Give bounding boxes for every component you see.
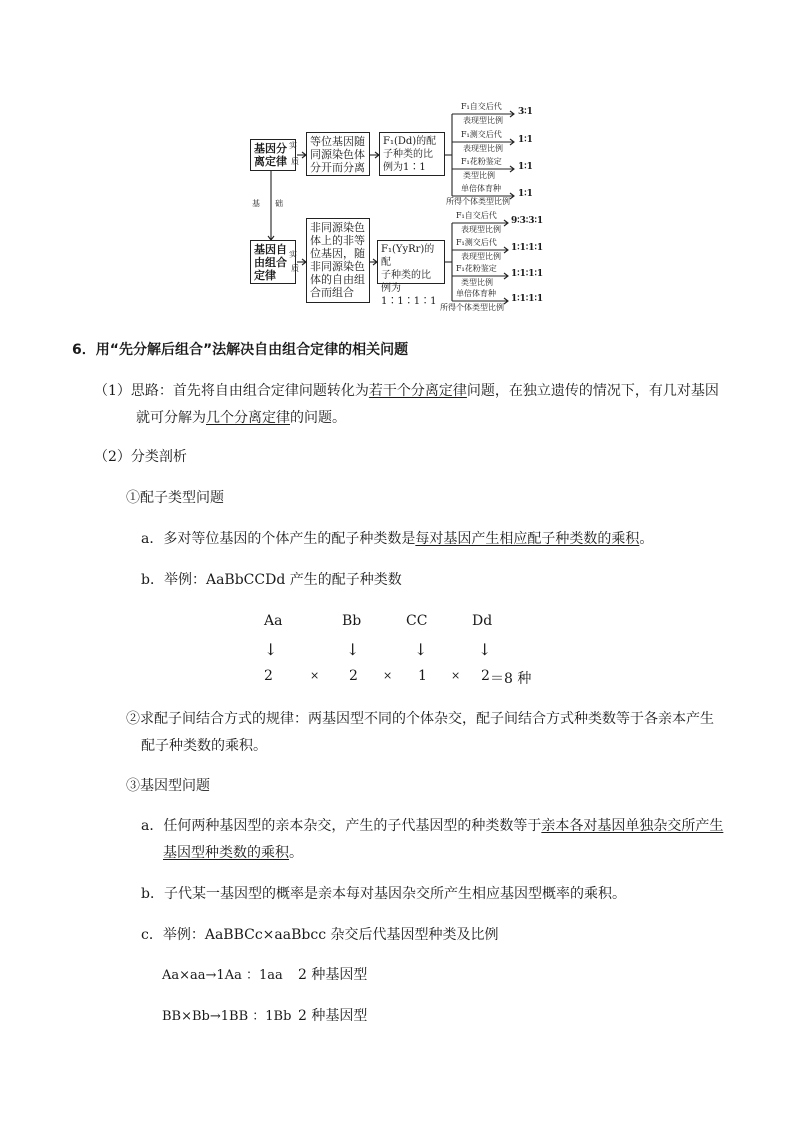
branch-ratio: 1∶1 (518, 189, 533, 199)
essence-label: 实 (289, 141, 297, 150)
branch-ratio: 9∶3∶3∶1 (511, 216, 544, 226)
underlined-key-term: 若干个分离定律 (368, 383, 467, 399)
mechanism-line: 非同源染色 (310, 221, 365, 234)
combination-rule-line2: 配子种类数的乘积。 (141, 738, 267, 754)
gamete-example-title: b．举例：AaBbCCDd 产生的配子种类数 (141, 572, 402, 588)
branch-ratio: 1∶1 (518, 135, 533, 145)
times-sign: × (310, 669, 320, 682)
law-line: 由组合 (254, 256, 287, 269)
branch-ratio: 1∶1∶1∶1 (511, 294, 544, 304)
branch-label: 类型比例 (461, 278, 493, 287)
gamete-line: F₁(YyRr)的配 (381, 244, 435, 268)
law-line: 离定律 (254, 155, 287, 168)
genotype-example-title: c．举例：AaBBCc×aaBbcc 杂交后代基因型种类及比例 (141, 927, 499, 943)
text: 。 (639, 531, 654, 547)
section-heading: 6．用“先分解后组合”法解决自由组合定律的相关问题 (72, 342, 409, 358)
law-line: 基因分 (254, 142, 287, 155)
text: a．多对等位基因的个体产生的配子种类数是 (141, 531, 416, 547)
classification-heading: （2）分类剖析 (94, 449, 187, 465)
gamete-count: 1 (418, 668, 427, 684)
basis-label: 础 (275, 199, 283, 208)
branch-ratio: 1∶1∶1∶1 (511, 243, 544, 253)
branch-label: 表现型比例 (461, 225, 501, 234)
times-sign: × (383, 669, 393, 682)
combination-rule-line1: ②求配子间结合方式的规律：两基因型不同的个体杂交，配子间结合方式种类数等于各亲本产生 (126, 711, 714, 727)
text: 就可分解为 (136, 410, 206, 426)
branch-label: 单倍体育种 (456, 289, 496, 298)
underlined-key-term: 每对基因产生相应配子种类数的乘积 (415, 531, 640, 547)
mechanism-line: 分开而分离 (310, 161, 365, 174)
branch-label: F₁测交后代 (456, 238, 497, 247)
text: 。 (289, 845, 303, 861)
branch-label: 类型比例 (463, 171, 495, 180)
down-arrow-icon: ↓ (264, 640, 278, 659)
underlined-key-term: 基因型种类数的乘积 (163, 845, 289, 861)
branch-label: 表现型比例 (461, 252, 501, 261)
gamete-line: F₁(Dd)的配 (383, 136, 437, 147)
gamete-line: 子种类的比 (381, 270, 431, 281)
thinking-paragraph-line1 (94, 380, 719, 400)
gamete-type-heading: ①配子类型问题 (126, 490, 224, 506)
gamete-count: 2 (349, 668, 358, 684)
branch-label: F₁自交后代 (461, 102, 502, 111)
gene-pair: Dd (472, 613, 493, 629)
branch-ratio: 3∶1 (518, 107, 533, 117)
times-sign: × (451, 669, 461, 682)
mechanism-line: 同源染色体 (310, 148, 365, 161)
down-arrow-icon: ↓ (414, 640, 428, 659)
gamete-line: 例为1∶1∶1∶1 (381, 283, 437, 307)
example-result: ＝8 种 (490, 671, 532, 687)
genotype-rule-a-line1 (141, 815, 723, 835)
text: （1）思路：首先将自由组合定律问题转化为 (94, 383, 369, 399)
essence-label: 质 (291, 157, 299, 166)
gamete-line: 例为1∶1 (383, 162, 426, 173)
mechanism-line: 位基因，随 (310, 247, 365, 260)
gene-pair: Aa (264, 613, 283, 629)
law-line: 基因自 (254, 243, 287, 256)
basis-label: 基 (252, 199, 260, 208)
independent-assortment-law-box (250, 240, 296, 284)
thinking-paragraph-line2 (136, 407, 346, 427)
cross-example-2: BB×Bb→1BB ：1Bb (162, 1009, 292, 1024)
gene-pair: Bb (342, 613, 362, 629)
essence-label: 实 (289, 250, 297, 259)
gamete-rule-paragraph (141, 528, 653, 548)
branch-ratio: 1∶1∶1∶1 (511, 269, 544, 279)
branch-label: F₁自交后代 (456, 211, 497, 220)
text: 问题，在独立遗传的情况下，有几对基因 (466, 383, 719, 399)
essence-label: 质 (291, 264, 299, 273)
branch-label: F₁测交后代 (461, 130, 502, 139)
branch-label: F₁花粉鉴定 (461, 157, 502, 166)
down-arrow-icon: ↓ (478, 640, 492, 659)
branch-label: 表现型比例 (463, 144, 503, 153)
branch-label: F₁花粉鉴定 (456, 264, 497, 273)
assortment-mechanism-box (306, 218, 370, 303)
genotype-rule-b: b．子代某一基因型的概率是亲本每对基因杂交所产生相应基因型概率的乘积。 (141, 886, 626, 902)
cross-example-1-result: 2 种基因型 (298, 967, 368, 983)
branch-label: 表现型比例 (463, 116, 503, 125)
text: a．任何两种基因型的亲本杂交，产生的子代基因型的种类数等于 (141, 818, 542, 834)
gamete-line: 子种类的比 (383, 149, 433, 160)
underlined-key-term: 亲本各对基因单独杂交所产生 (541, 818, 724, 834)
mechanism-line: 体上的非等 (310, 234, 365, 247)
gene-pair: CC (406, 613, 428, 629)
cross-example-2-result: 2 种基因型 (298, 1008, 368, 1024)
genotype-rule-a-line2 (163, 842, 303, 862)
assortment-gamete-box (377, 240, 445, 307)
mechanism-line: 合而组合 (310, 286, 354, 299)
gamete-count: 2 (264, 668, 273, 684)
mechanism-line: 非同源染色 (310, 260, 365, 273)
text: 的问题。 (290, 410, 346, 426)
mechanism-line: 体的自由组 (310, 273, 365, 286)
segregation-gamete-box (379, 132, 445, 176)
law-line: 定律 (254, 269, 276, 282)
genotype-heading: ③基因型问题 (126, 778, 210, 794)
underlined-key-term: 几个分离定律 (206, 410, 290, 426)
branch-label: 所得个体类型比例 (440, 303, 504, 312)
mechanism-line: 等位基因随 (310, 135, 365, 148)
segregation-mechanism-box (306, 132, 370, 176)
down-arrow-icon: ↓ (346, 640, 360, 659)
cross-example-1: Aa×aa→1Aa ：1aa (162, 968, 283, 983)
gamete-count: 2 (481, 668, 490, 684)
branch-ratio: 1∶1 (518, 162, 533, 172)
branch-label: 单倍体育种 (461, 184, 501, 193)
branch-label: 所得个体类型比例 (446, 197, 510, 206)
